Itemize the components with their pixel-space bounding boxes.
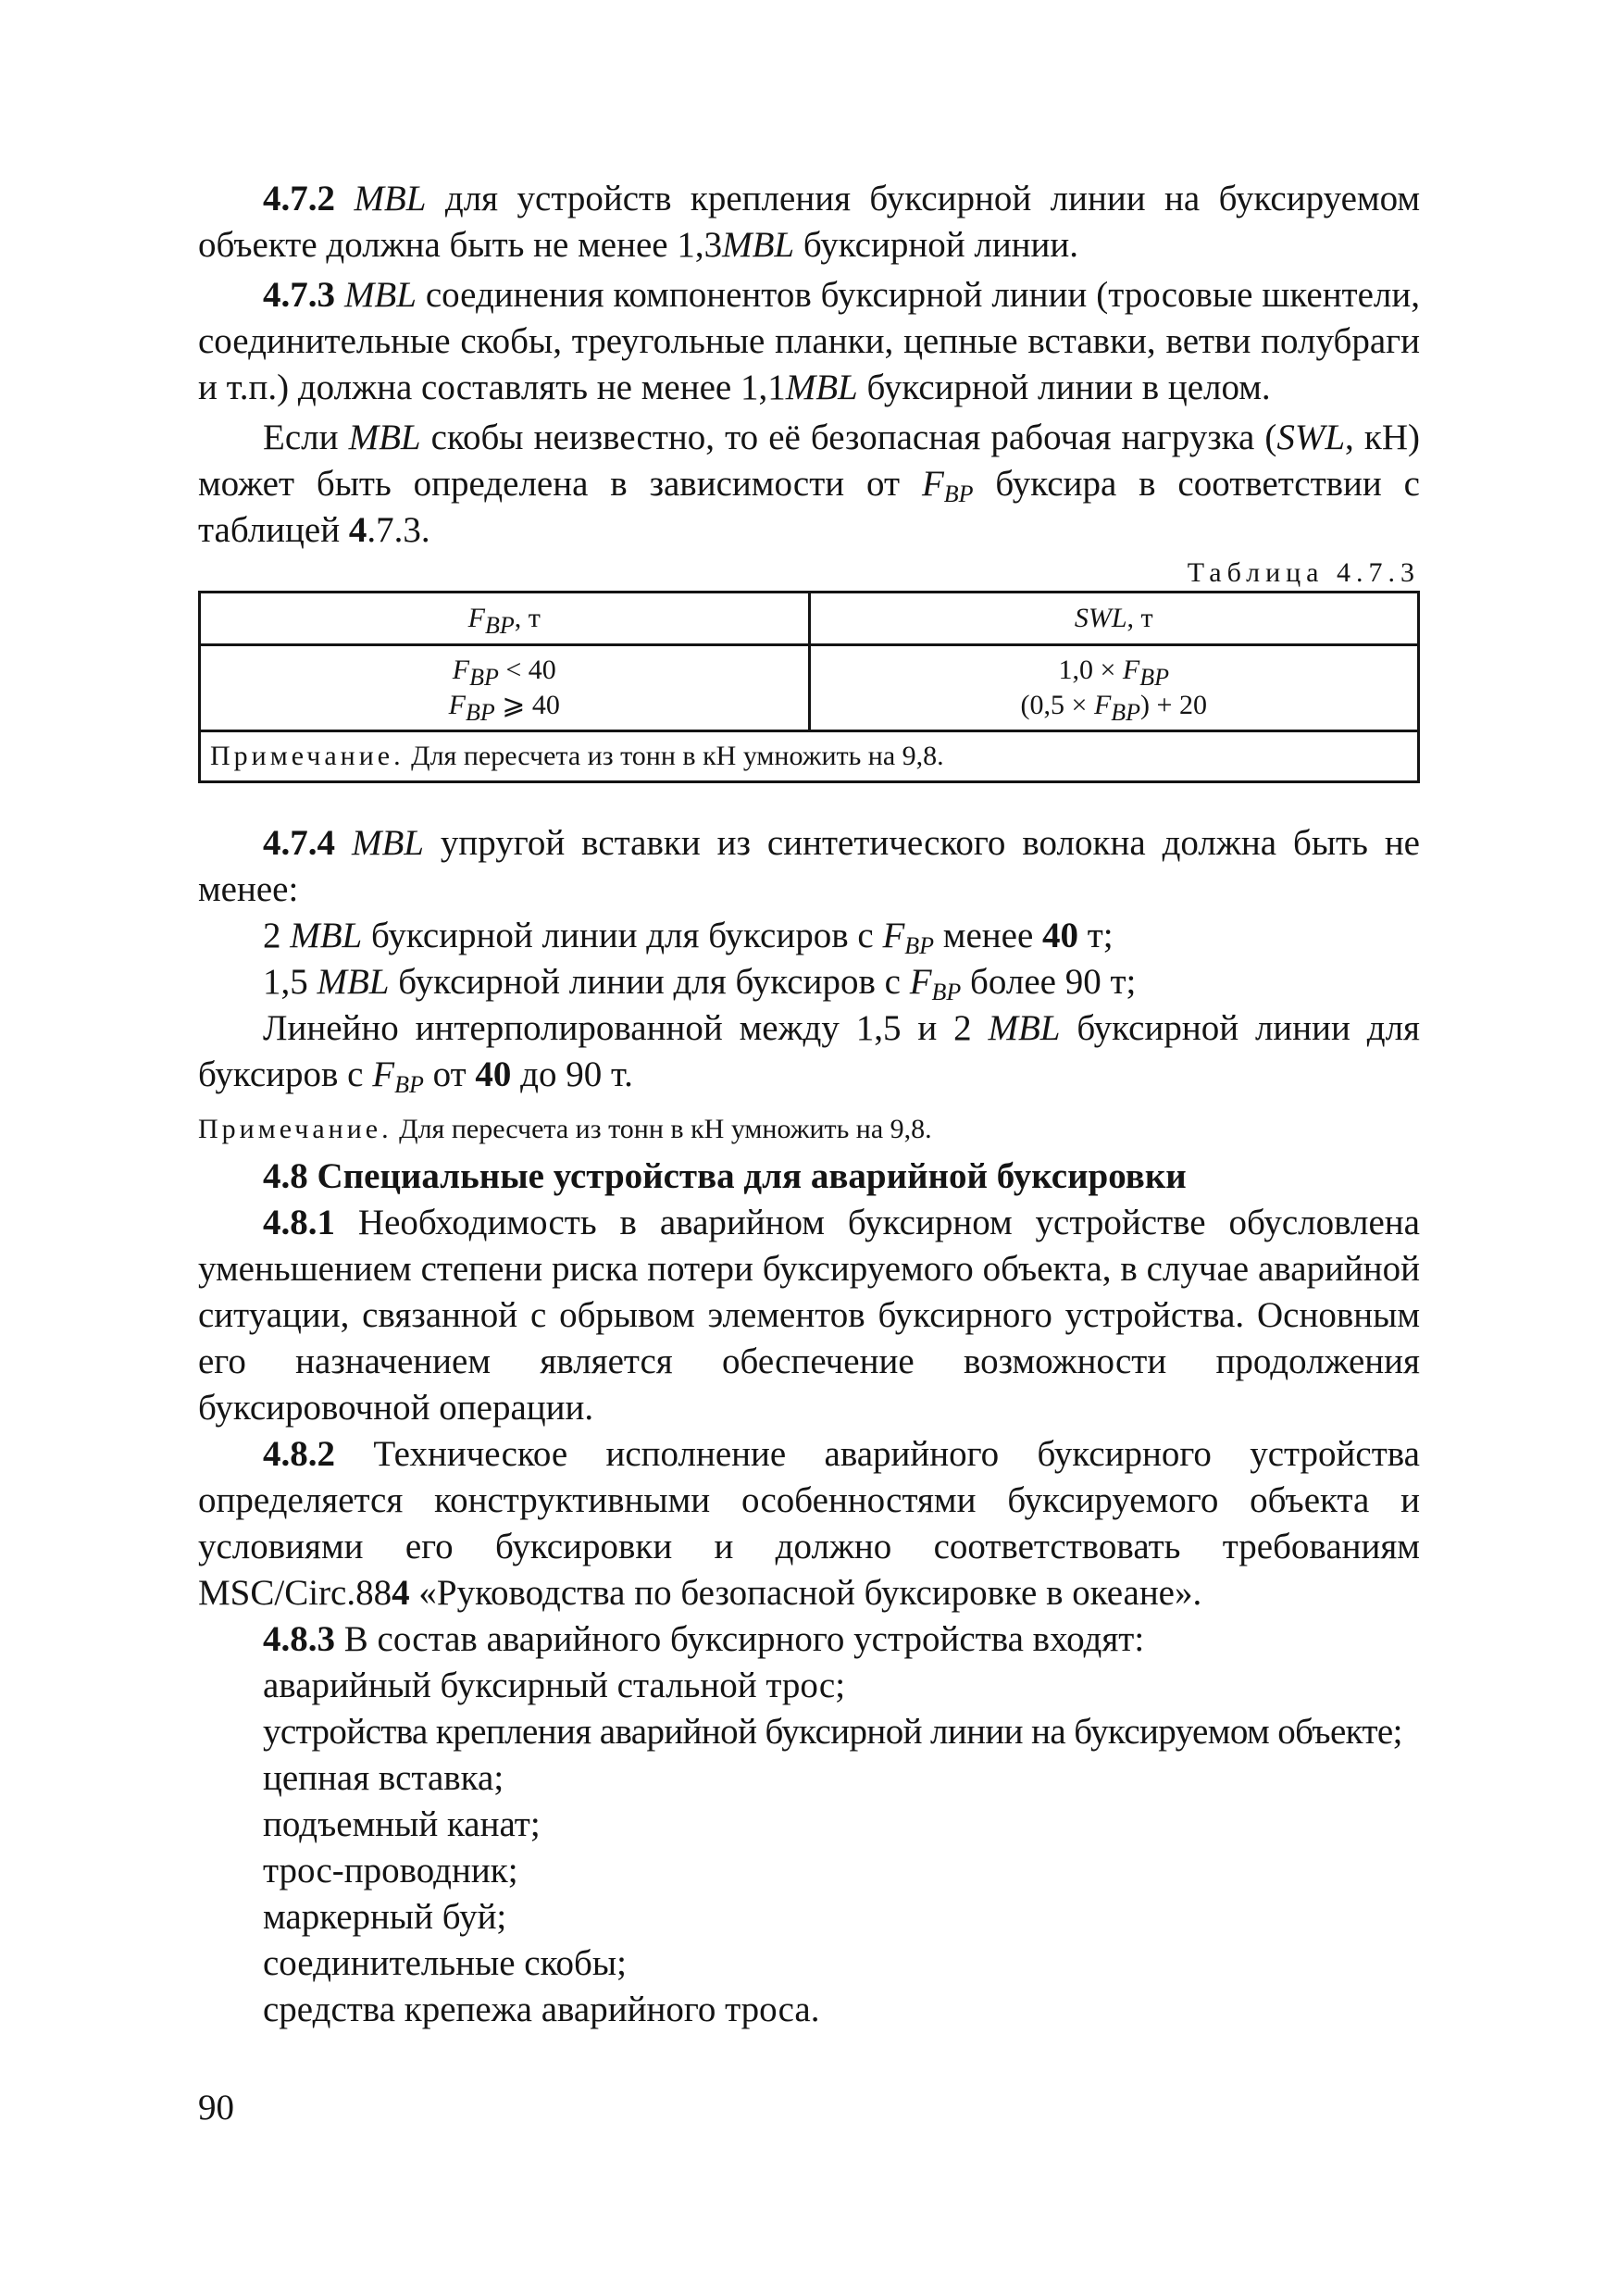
paragraph-text: , кН) может быть определена в зависимости от: [198, 418, 1420, 504]
paragraph-text: буксира в соответствии с таблицей: [198, 464, 1420, 550]
paragraph-text: буксирной линии.: [794, 225, 1079, 265]
formula-low: [811, 653, 1418, 691]
formula-text: ) + 20: [1140, 690, 1207, 720]
term-f: F: [448, 690, 466, 720]
note-text: Для пересчета из тонн в кН умножить на 9,8.: [404, 741, 944, 771]
table-cell-fbp-ranges: [200, 645, 810, 731]
bold-number: 40: [1042, 916, 1079, 955]
formula-text: (0,5 ×: [1020, 690, 1094, 720]
subscript-bp: BP: [1111, 699, 1141, 726]
table-ref-bold: 4: [348, 510, 367, 550]
subscript-bp: BP: [394, 1071, 424, 1098]
note-paragraph: [198, 1111, 1420, 1148]
term-mbl: MBL: [317, 962, 390, 1002]
term-f: F: [909, 962, 932, 1002]
paragraph-text: соединения компонентов буксирной линии (тросовые шкентели, соединительные скобы, треугольные планки, цепные вставки, ветви полубраги и т.п.) должна составлять не менее 1,1: [198, 275, 1420, 407]
paragraph-text: для устройств крепления буксирной линии на буксируемом объекте должна быть не менее 1,3: [198, 179, 1421, 265]
table-note: [200, 731, 1419, 782]
list-item: [198, 1005, 1420, 1098]
item-text: буксирной линии для буксиров с: [389, 962, 910, 1002]
clause-number: 4.8.1: [263, 1203, 335, 1242]
term-f: F: [1093, 690, 1112, 720]
item-text: т;: [1078, 916, 1114, 955]
clause-number: 4.7.3: [263, 275, 335, 315]
term-f: F: [921, 464, 944, 504]
list-item: цепная вставка;: [263, 1758, 504, 1798]
page-body: [198, 176, 1420, 2033]
term-f: F: [452, 655, 470, 685]
item-text: буксирной линии для буксиров с: [362, 916, 883, 955]
term-swl: SWL: [1074, 603, 1127, 633]
term-mbl: MBL: [290, 916, 363, 955]
term-mbl: MBL: [348, 418, 421, 457]
paragraph-text: «Руководства по безопасной буксировке в океане».: [409, 1573, 1202, 1613]
term-f: F: [882, 916, 905, 955]
page-number: 90: [198, 2088, 234, 2128]
clause-number: 4.8.3: [263, 1619, 335, 1659]
item-text: буксирной линии для буксиров с: [198, 1008, 1420, 1094]
bold-digit: 4: [392, 1573, 410, 1613]
heading-text: 4.8 Специальные устройства для аварийной буксировки: [263, 1156, 1187, 1196]
paragraph-text: Техническое исполнение аварийного буксирного устройства определяется конструктивными особенностями буксируемого объекта и условиями его буксировки и должно соответствовать требованиям MSC/Circ.88: [198, 1434, 1420, 1613]
paragraph-4-7-4: [198, 820, 1420, 913]
list-item: подъемный канат;: [263, 1804, 541, 1844]
range-text: ⩾ 40: [502, 690, 560, 720]
list-item: маркерный буй;: [263, 1897, 507, 1937]
item-text: более 90 т;: [961, 962, 1137, 1002]
formula-high: [811, 688, 1418, 726]
list-item: трос-проводник;: [263, 1851, 518, 1890]
term-mbl: MBL: [722, 225, 795, 265]
term-f: F: [372, 1054, 395, 1094]
subscript-bp: BP: [904, 932, 935, 959]
term-mbl: MBL: [354, 179, 427, 218]
paragraph-if-mbl-unknown: [198, 415, 1420, 554]
paragraph-text: В состав аварийного буксирного устройства входят:: [335, 1619, 1145, 1659]
item-text: от: [423, 1054, 476, 1094]
note-label: Примечание.: [210, 741, 404, 771]
subscript-bp: BP: [931, 979, 962, 1005]
range-text: < 40: [505, 655, 556, 685]
list-item: средства крепежа аварийного троса.: [263, 1990, 820, 2029]
item-text: Линейно интерполированной между 1,5 и 2: [263, 1008, 989, 1048]
list-item: устройства крепления аварийной буксирной линии на буксируемом объекте;: [263, 1712, 1402, 1752]
clause-number: 4.7.2: [263, 179, 335, 218]
list-item: [198, 913, 1420, 959]
subscript-bp: BP: [469, 664, 499, 691]
paragraph-4-7-2: [198, 176, 1420, 268]
paragraph-4-8-2: [198, 1431, 1420, 1616]
subscript-bp: BP: [1139, 664, 1169, 691]
note-text: Для пересчета из тонн в кН умножить на 9,8.: [392, 1114, 932, 1144]
clause-number: 4.7.4: [263, 823, 335, 863]
paragraph-4-8-1: [198, 1200, 1420, 1431]
list-item: соединительные скобы;: [263, 1943, 627, 1983]
paragraph-4-7-3: [198, 272, 1420, 411]
table-note-row: [200, 731, 1419, 782]
table-header-swl: [809, 593, 1419, 645]
term-mbl: MBL: [343, 275, 417, 315]
list-item: аварийный буксирный стальной трос;: [263, 1666, 846, 1705]
item-text: 2: [263, 916, 291, 955]
paragraph-4-8-3: [198, 1616, 1420, 1663]
item-text: 1,5: [263, 962, 317, 1002]
item-text: менее: [934, 916, 1043, 955]
paragraph-text: упругой вставки из синтетического волокна должна быть не менее:: [198, 823, 1420, 909]
term-mbl: MBL: [351, 823, 424, 863]
table-ref: .7.3.: [367, 510, 430, 550]
subscript-bp: BP: [943, 480, 974, 507]
table-caption: Таблица 4.7.3: [1187, 557, 1420, 588]
item-text: до 90 т.: [511, 1054, 633, 1094]
formula-text: 1,0 ×: [1058, 655, 1123, 685]
paragraph-text: Если: [263, 418, 349, 457]
table-header-row: [200, 593, 1419, 645]
clause-number: 4.8.2: [263, 1434, 335, 1474]
term-mbl: MBL: [988, 1008, 1061, 1048]
unit-text: , т: [1126, 603, 1153, 633]
table-header-fbp: [200, 593, 810, 645]
table-cell-swl-formulas: [809, 645, 1419, 731]
term-swl: SWL: [1276, 418, 1346, 457]
paragraph-text: скобы неизвестно, то её безопасная рабочая нагрузка (: [420, 418, 1277, 457]
paragraph-text: буксирной линии в целом.: [857, 368, 1271, 407]
term-mbl: MBL: [785, 368, 858, 407]
range-below-40: [201, 653, 808, 691]
table-4-7-3: [198, 591, 1420, 783]
list-item: [198, 959, 1420, 1005]
paragraph-text: Необходимость в аварийном буксирном устройстве обусловлена уменьшением степени риска потери буксируемого объекта, в случае аварийной ситуации, связанной с обрывом элементов буксирного устройства. Основным его назначением является обеспечение возможности продолжения буксировочной операции.: [198, 1203, 1420, 1428]
section-heading: [198, 1154, 1420, 1200]
table-data-row: [200, 645, 1419, 731]
unit-text: , т: [514, 603, 541, 633]
term-f: F: [467, 603, 485, 633]
term-f: F: [1122, 655, 1140, 685]
bold-number: 40: [475, 1054, 512, 1094]
subscript-bp: BP: [484, 612, 515, 639]
note-label: Примечание.: [198, 1114, 392, 1144]
subscript-bp: BP: [465, 699, 495, 726]
range-from-40: [201, 688, 808, 726]
